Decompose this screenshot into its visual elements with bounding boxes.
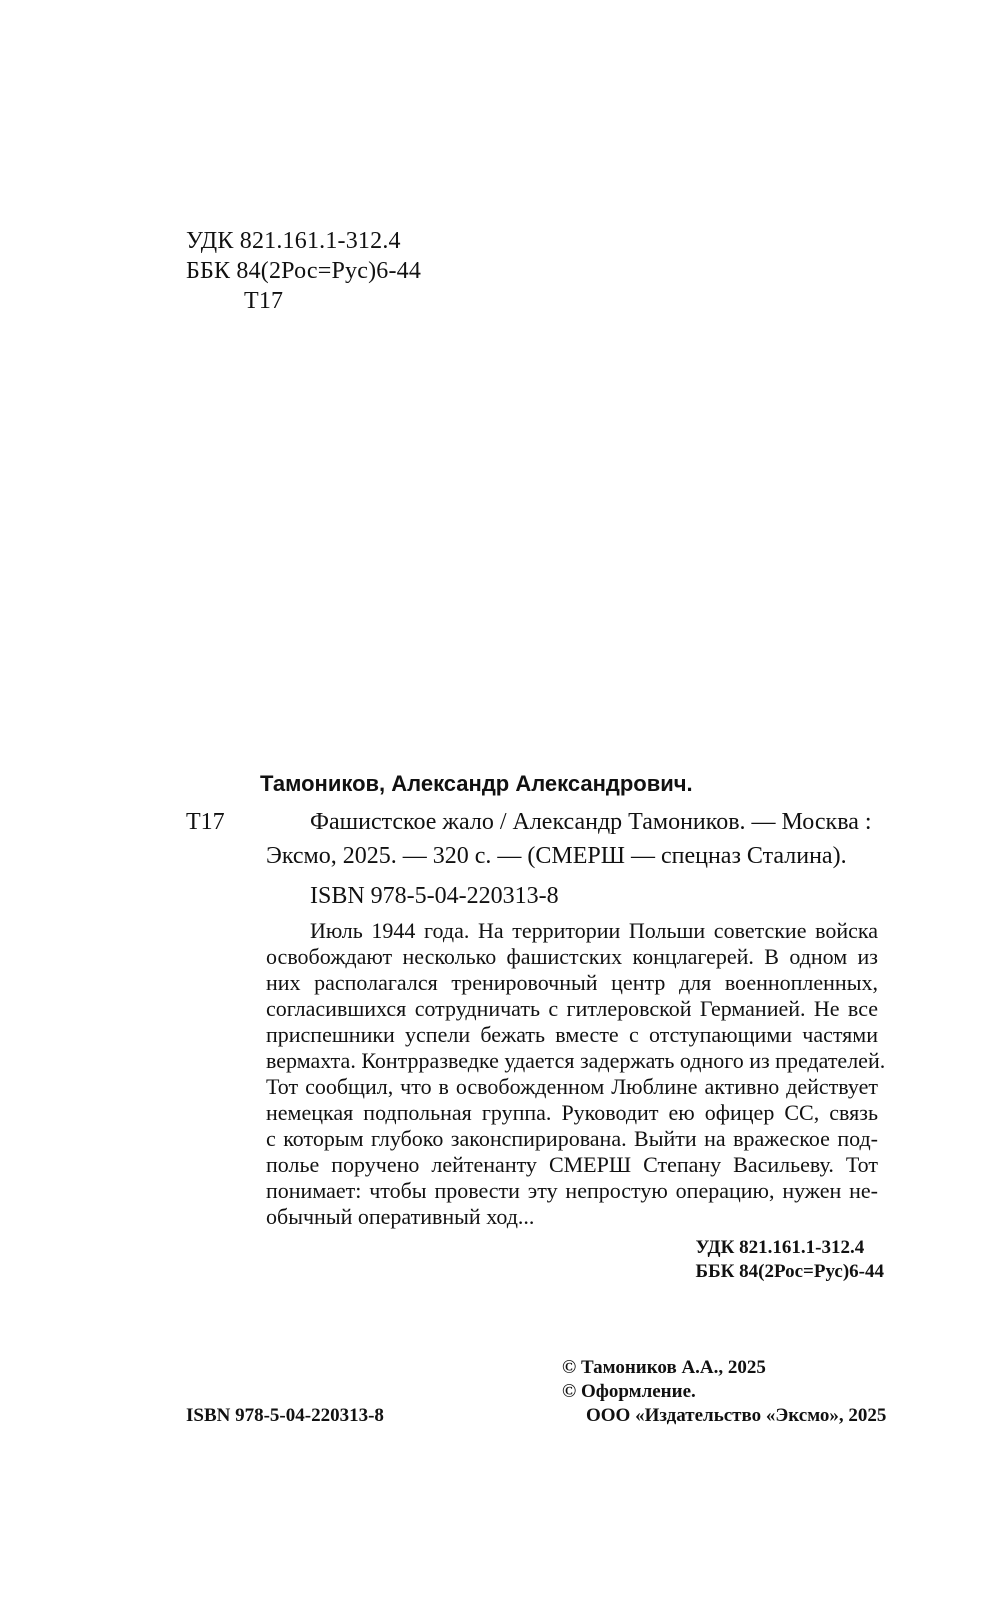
annotation-line: с которым глубоко законспирирована. Выйти на вражеское под- — [266, 1126, 878, 1151]
annotation-line: Тот сообщил, что в освобожденном Люблине активно действует — [266, 1074, 878, 1099]
bbk-code: ББК 84(2Рос=Рус)6-44 — [186, 258, 422, 284]
annotation-line: вермахта. Контрразведке удается задержать одного из предателей. — [266, 1048, 886, 1073]
annotation — [266, 918, 886, 1230]
classification-block-bottom — [696, 1236, 884, 1284]
annotation-line: согласившихся сотрудничать с гитлеровской Германией. Не все — [266, 996, 878, 1021]
classification-block-top — [186, 226, 421, 316]
annotation-line: полье поручено лейтенанту СМЕРШ Степану Васильеву. Тот — [266, 1152, 878, 1177]
copyright-block — [562, 1356, 886, 1428]
title-statement: Фашистское жало / Александр Тамоников. — Москва : — [310, 809, 872, 835]
annotation-line: освобождают несколько фашистских концлагерей. В одном из — [266, 944, 878, 969]
cutter-code: Т17 — [244, 288, 284, 314]
author-heading: Тамоников, Александр Александрович. — [260, 771, 693, 796]
copyright-publisher: ООО «Издательство «Эксмо», 2025 — [586, 1405, 887, 1426]
imprint-statement: Эксмо, 2025. — 320 с. — (СМЕРШ — спецназ Сталина). — [266, 843, 847, 869]
udk-code: УДК 821.161.1-312.4 — [186, 228, 401, 254]
bbk-code-bottom: ББК 84(2Рос=Рус)6-44 — [695, 1261, 884, 1282]
isbn-bottom: ISBN 978-5-04-220313-8 — [186, 1405, 384, 1426]
annotation-line: понимает: чтобы провести эту непростую операцию, нужен не- — [266, 1178, 878, 1203]
annotation-line: обычный оперативный ход... — [266, 1204, 535, 1229]
entry-isbn: ISBN 978-5-04-220313-8 — [310, 883, 559, 909]
annotation-line: приспешники успели бежать вместе с отступающими частями — [266, 1022, 878, 1047]
copyright-design: © Оформление. — [562, 1381, 696, 1402]
annotation-line: Июль 1944 года. На территории Польши советские войска — [310, 918, 878, 943]
annotation-line: немецкая подпольная группа. Руководит ею офицер СС, связь — [266, 1100, 878, 1125]
annotation-line: них располагался тренировочный центр для военнопленных, — [266, 970, 878, 995]
udk-code-bottom: УДК 821.161.1-312.4 — [695, 1237, 865, 1258]
copyright-author: © Тамоников А.А., 2025 — [562, 1357, 766, 1378]
entry-cutter-code: Т17 — [186, 809, 225, 835]
